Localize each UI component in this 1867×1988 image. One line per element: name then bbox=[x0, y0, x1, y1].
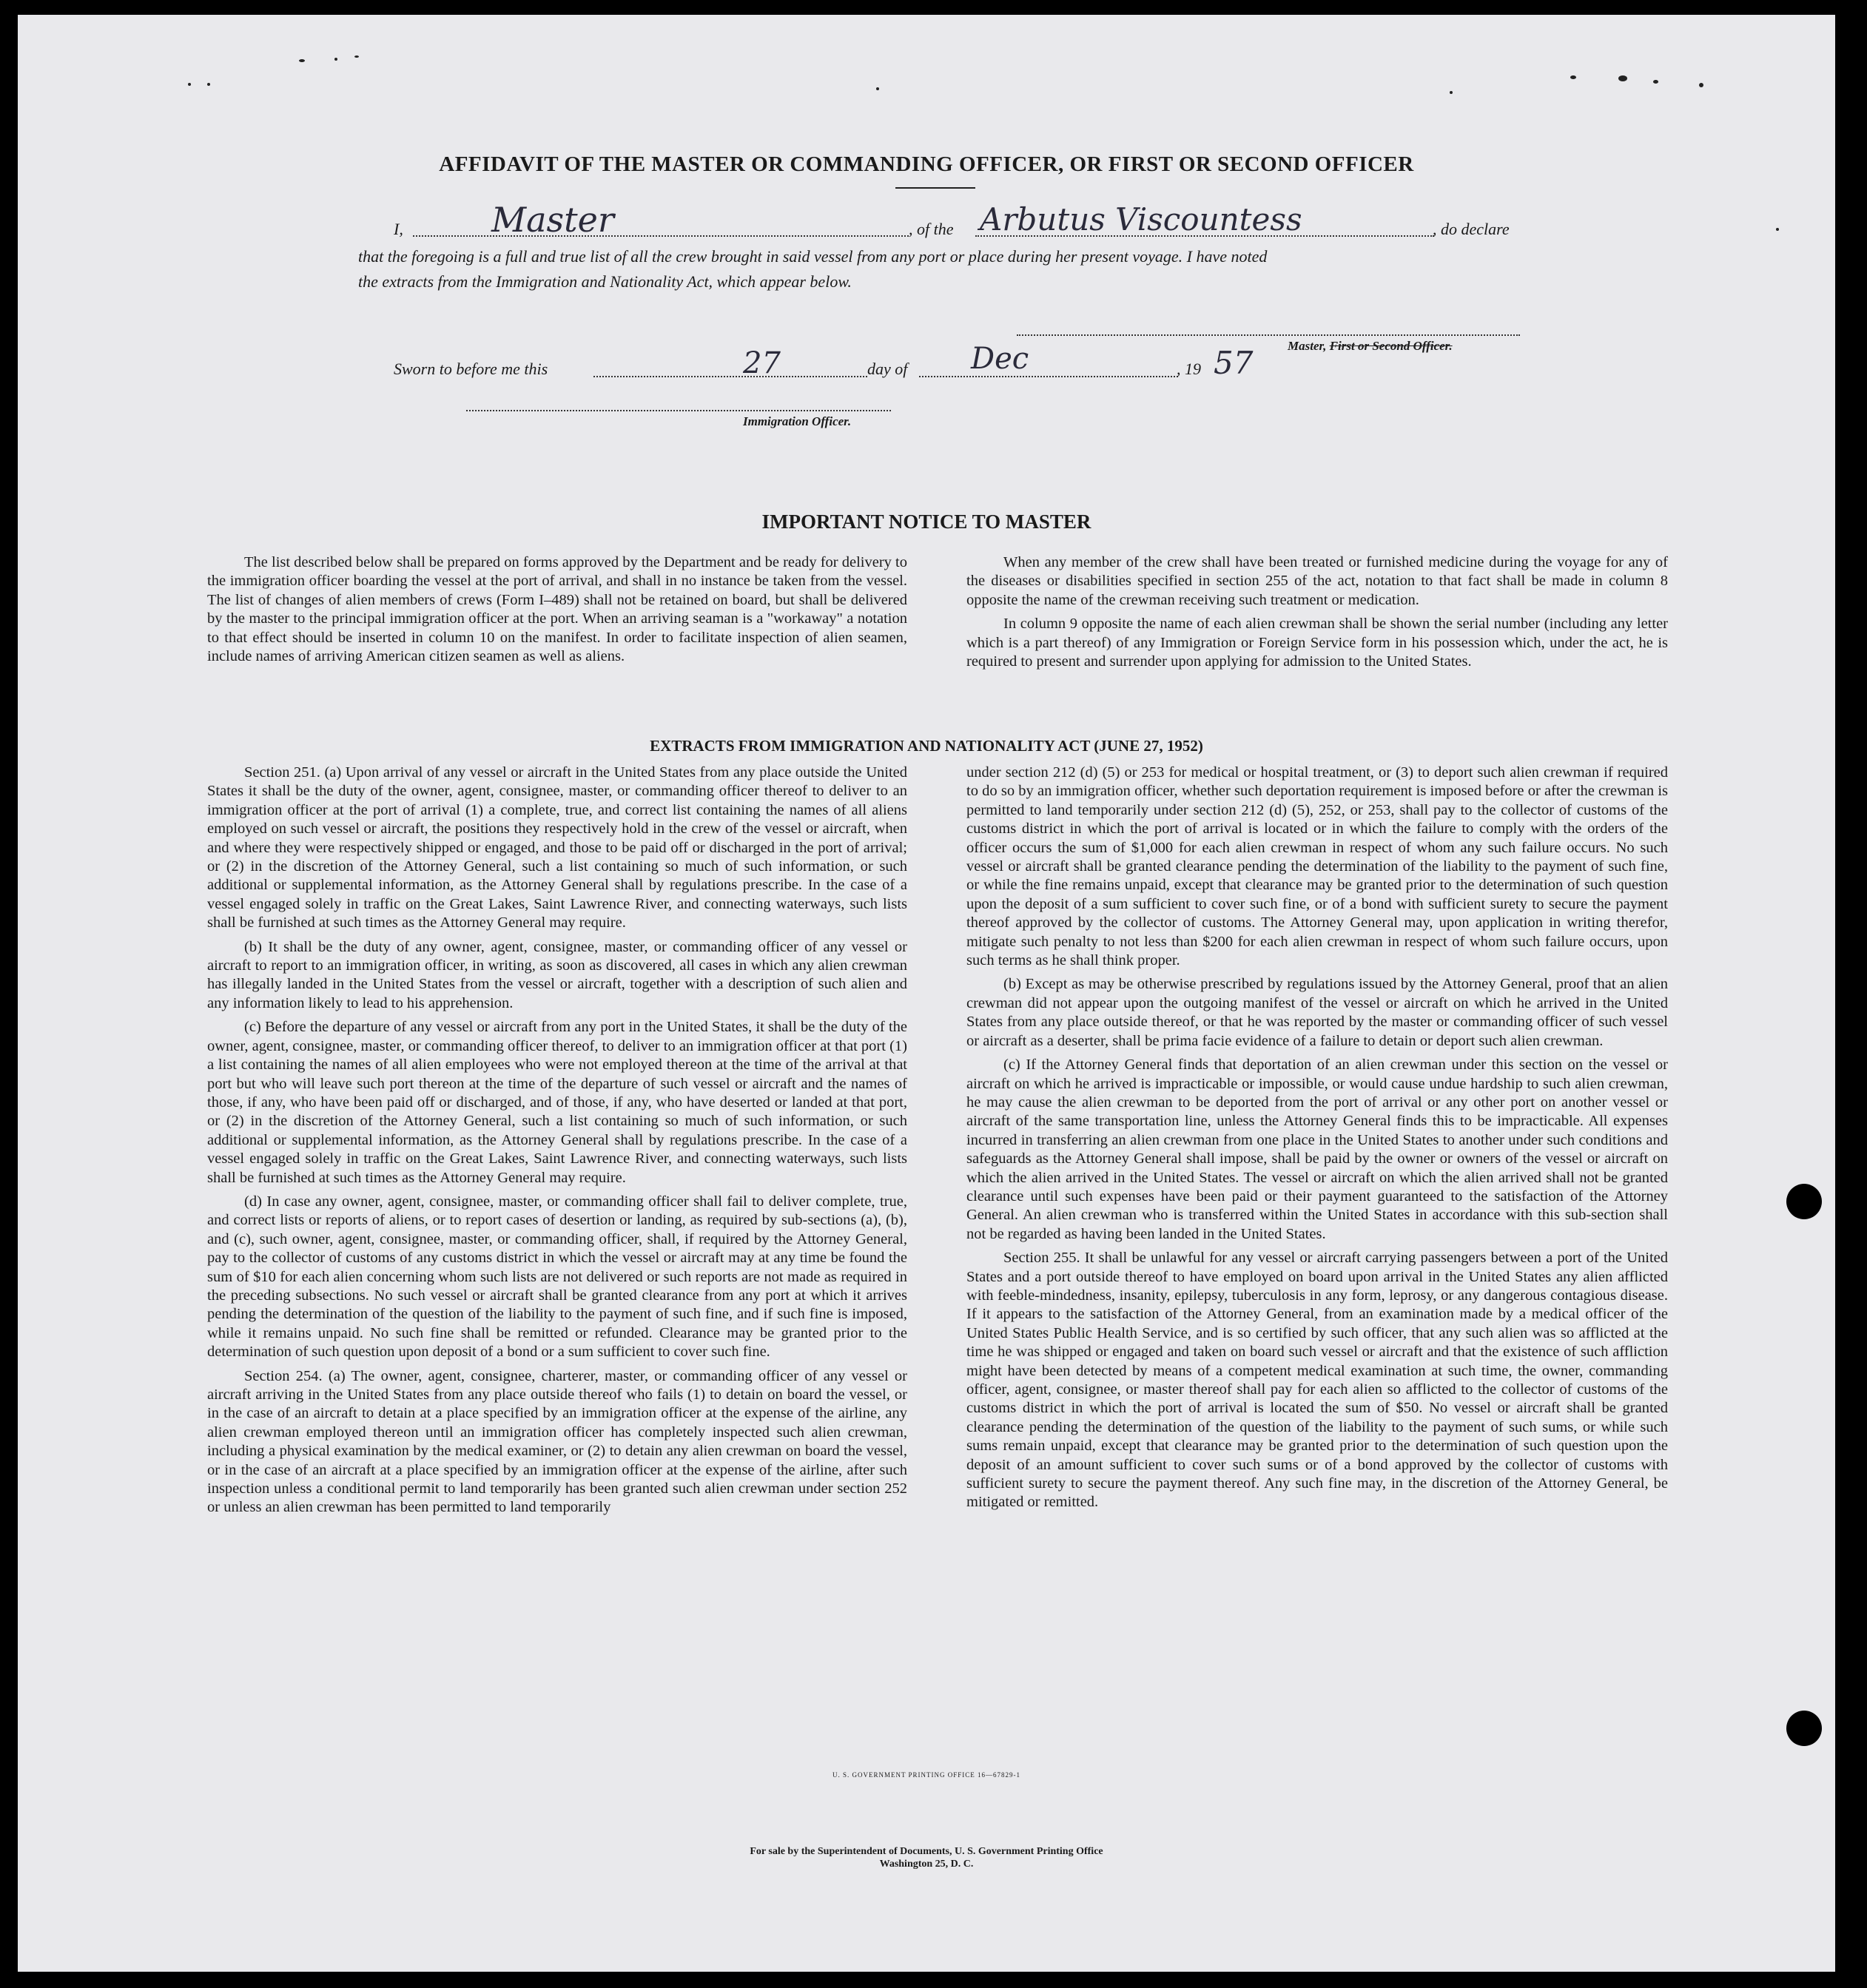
scan-speck bbox=[1653, 80, 1658, 84]
immigration-officer-caption: Immigration Officer. bbox=[743, 414, 852, 428]
act-paragraph: Section 255. It shall be unlawful for any vessel or aircraft carrying passengers between a port of the United States and a port outside thereof to have employed on board upon arrival in the United States any alien afflicted with feeble-mindedness, insanity, epilepsy, tuberculosis in any form, leprosy, or any dangerous contagious disease. If it appears to the satisfaction of the Attorney General, from an examination made by a medical officer of the United States Public Health Service, and is so certified by such officer, that any such alien was so afflicted at the time he was shipped or engaged and taken on board such vessel or aircraft and that the existence of such affliction might have been detected by means of a competent medical examination at such time, the owner, commanding officer, agent, consignee, or master thereof shall pay for each alien so afflicted to the collector of customs of the customs district in which the port of arrival is located the sum of $50. No vessel or aircraft shall be granted clearance pending the determination of the question of the liability to the payment of such sums, or while such sums remain unpaid, except that clearance may be granted prior to the determination of such question upon the deposit of an amount sufficient to cover such sums or of a bond approved by the collector of customs with sufficient surety to secure the payment thereof. Any such fine may, in the discretion of the Attorney General, be mitigated or remitted. bbox=[966, 1250, 1668, 1511]
immigration-officer-line bbox=[466, 410, 891, 411]
act-paragraph: (d) In case any owner, agent, consignee, master, or commanding officer shall fail to deliver complete, true, and correct lists or reports of aliens, or to report cases of desertion or landing, as required by sub-sections (a), (b), and (c), such owner, agent, consignee, master, or commanding officer, shall, if required by the Attorney General, pay to the collector of customs of any customs district in which the vessel or aircraft may at any time be found the sum of $10 for each alien concerning whom such lists are not delivered or such reports are not made as required in the preceding subsections. No such vessel or aircraft shall be granted clearance from any port at which it arrives pending the determination of the question of the liability to the payment of such fine, and if such fine is imposed, while it remains unpaid. No such fine shall be remitted or refunded. Clearance may be granted prior to the determination of such question upon deposit of a bond or a sum sufficient to cover such fine. bbox=[207, 1193, 907, 1361]
day-of-label: day of bbox=[867, 360, 908, 378]
sale-notice bbox=[18, 1845, 1835, 1870]
notice-left-column bbox=[207, 553, 907, 671]
extracts-title: EXTRACTS FROM IMMIGRATION AND NATIONALITY ACT (JUNE 27, 1952) bbox=[650, 737, 1203, 755]
of-the-label: , of the bbox=[909, 220, 954, 238]
act-paragraph: (b) It shall be the duty of any owner, agent, consignee, master, or commanding officer of any vessel or aircraft to report to an immigration officer, in writing, as soon as discovered, all cases in which any alien crewman has illegally landed in the United States from the vessel or aircraft, together with a description of such alien and any information likely to lead to his apprehension. bbox=[207, 938, 907, 1011]
act-paragraph: (c) Before the departure of any vessel or aircraft from any port in the United States, it shall be the duty of the owner, agent, consignee, master, or commanding officer thereof, to deliver to an immigration officer at that port (1) a list containing the names of all alien employees who were not employed thereon at the time of the arrival at that port but who will leave such port thereon at the time of the departure of such vessel or aircraft and the names of those, if any, who have been paid off or discharged, and of those, if any, who have deserted or landed at that port, or (2) in the discretion of the Attorney General, such a list containing so much of such information, or such additional or supplemental information, as the Attorney General shall by regulations prescribe. In the case of a vessel engaged solely in traffic on the Great Lakes, Saint Lawrence River, and connecting waterways, such lists shall be furnished at such times as the Attorney General may require. bbox=[207, 1019, 907, 1186]
gpo-imprint: U. S. GOVERNMENT PRINTING OFFICE 16—67829-1 bbox=[832, 1771, 1021, 1779]
struck-officer-caption: First or Second Officer. bbox=[1329, 339, 1453, 353]
i-label: I, bbox=[394, 220, 403, 238]
notice-paragraph: When any member of the crew shall have been treated or furnished medicine during the voyage for any of the diseases or disabilities specified in section 255 of the act, notation to that fact shall be made in column 8 opposite the name of the crewman receiving such treatment or medication. bbox=[966, 554, 1668, 608]
punch-hole bbox=[1786, 1184, 1822, 1219]
scan-speck bbox=[207, 83, 210, 86]
scan-speck bbox=[1450, 91, 1453, 94]
master-signature-line bbox=[1017, 334, 1520, 336]
act-paragraph: Section 251. (a) Upon arrival of any vessel or aircraft in the United States from any place outside the United States it shall be the duty of the owner, agent, consignee, master, or commanding officer thereof to deliver to an immigration officer at the port of arrival (1) a complete, true, and correct list containing the names of all aliens employed on such vessel or aircraft, the positions they respectively hold in the crew of the vessel or aircraft, when and where they were respectively shipped or engaged, and those to be paid off or discharged in the port of arrival; or (2) in the discretion of the Attorney General, such a list containing so much of such information, or such additional or supplemental information, as the Attorney General shall by regulations prescribe. In the case of a vessel engaged solely in traffic on the Great Lakes, Saint Lawrence River, and connecting waterways, such lists shall be furnished at such times as the Attorney General may require. bbox=[207, 764, 907, 931]
scan-speck bbox=[1776, 228, 1779, 231]
document-page bbox=[18, 15, 1835, 1972]
month-line bbox=[919, 376, 1178, 377]
extracts-right-column bbox=[966, 764, 1668, 1517]
scan-speck bbox=[1618, 75, 1627, 81]
scan-speck bbox=[299, 59, 305, 62]
scan-border-right bbox=[1835, 0, 1867, 1988]
master-signature-caption bbox=[1288, 339, 1453, 354]
scan-speck bbox=[1699, 83, 1703, 87]
notice-right-column bbox=[966, 553, 1668, 676]
affidavit-title: AFFIDAVIT OF THE MASTER OR COMMANDING OFFICER, OR FIRST OR SECOND OFFICER bbox=[439, 152, 1414, 176]
title-rule bbox=[895, 187, 975, 189]
do-declare-label: , do declare bbox=[1433, 220, 1510, 238]
notice-title: IMPORTANT NOTICE TO MASTER bbox=[761, 511, 1091, 533]
act-paragraph: Section 254. (a) The owner, agent, consignee, charterer, master, or commanding officer of any vessel or aircraft arriving in the United States from any place outside thereof who fails (1) to detain on board the vessel, or in the case of an aircraft to detain at a place specified by an immigration officer at the expense of the airline, any alien crewman employed thereon until an immigration officer has completely inspected such alien crewman, including a physical examination by the medical examiner, or (2) to detain any alien crewman on board the vessel, or in the case of an aircraft at a place specified by an immigration officer at the expense of the airline, after such inspection unless a conditional permit to land temporarily has been granted such alien crewman under section 252 or unless an alien crewman has been permitted to land temporarily bbox=[207, 1367, 907, 1516]
sale-line-2: Washington 25, D. C. bbox=[879, 1859, 974, 1870]
month-handwritten: Dec bbox=[971, 342, 1029, 376]
punch-hole bbox=[1786, 1711, 1822, 1746]
scan-speck bbox=[876, 87, 879, 90]
extracts-left-column bbox=[207, 764, 907, 1523]
year-prefix: , 19 bbox=[1177, 360, 1201, 378]
sale-line-1: For sale by the Superintendent of Documents, U. S. Government Printing Office bbox=[750, 1846, 1103, 1857]
notice-paragraph: The list described below shall be prepared on forms approved by the Department and be ready for delivery to the immigration officer boarding the vessel at the port of arrival, and shall in no instance be taken from the vessel. The list of changes of alien members of crews (Form I–489) shall not be retained on board, but shall be delivered by the master to the principal immigration officer at the port. When an arriving seaman is a "workaway" a notation to that effect should be inserted in column 10 on the manifest. In order to facilitate inspection of alien seamen, include names of arriving American citizen seamen as well as aliens. bbox=[207, 554, 907, 665]
act-paragraph: (b) Except as may be otherwise prescribed by regulations issued by the Attorney General, proof that an alien crewman did not appear upon the outgoing manifest of the vessel or aircraft on which he arrived in the United States from any place outside thereof, or that he was reported by the master or commanding officer of such vessel or aircraft as a deserter, shall be prima facie evidence of a failure to detain or deport such alien crewman. bbox=[966, 976, 1668, 1049]
scan-speck bbox=[334, 58, 337, 61]
declaration-text-1: that the foregoing is a full and true list of all the crew brought in said vessel from any port or place during her present voyage. I have noted bbox=[358, 247, 1268, 266]
act-paragraph: under section 212 (d) (5) or 253 for medical or hospital treatment, or (3) to deport such alien crewman if required to do so by an immigration officer, whether such deportation requirement is imposed before or after the crewman is permitted to land temporarily under section 212 (d) (5), 252, or 253, shall pay to the collector of customs of the customs district in which the port of arrival is located or in which the failure to comply with the orders of the officer occurs the sum of $1,000 for each alien crewman in respect of whom any such failure occurs. No such vessel or aircraft shall be granted clearance pending the determination of the liability to the payment of such fine, or while the fine remains unpaid, except that clearance may be granted prior to the determination of such question upon the deposit of a sum sufficient to cover such fine, or of a bond with sufficient surety to secure the payment thereof approved by the collector of customs. The Attorney General may, upon application in writing therefor, mitigate such penalty to not less than $200 for each alien crewman in respect of whom such failure occurs, upon such terms as he shall think proper. bbox=[966, 764, 1668, 969]
declarant-line bbox=[413, 235, 909, 237]
scan-speck bbox=[354, 55, 359, 58]
day-line bbox=[593, 376, 867, 377]
day-handwritten: 27 bbox=[743, 346, 781, 380]
scan-speck bbox=[1570, 75, 1576, 79]
year-handwritten: 57 bbox=[1214, 345, 1254, 381]
act-paragraph: (c) If the Attorney General finds that deportation of an alien crewman under this section on the vessel or aircraft on which he arrived is impracticable or impossible, or would cause undue hardship to such alien crewman, he may cause the alien crewman to be deported from the port of arrival or any other port on another vessel or aircraft of the same transportation line, unless the Attorney General finds this to be impracticable. All expenses incurred in transferring an alien crewman from one place in the United States to another under such conditions and safeguards as the Attorney General shall impose, shall be paid by the owner or owners of the vessel or aircraft on which the alien arrived in the United States. The vessel or aircraft on which the alien arrived shall not be granted clearance until such expenses have been paid or their payment guaranteed to the satisfaction of the Attorney General. An alien crewman who is transferred within the United States in accordance with this sub-section shall not be regarded as having been landed in the United States. bbox=[966, 1057, 1668, 1242]
vessel-handwritten: Arbutus Viscountess bbox=[980, 201, 1302, 237]
notice-paragraph: In column 9 opposite the name of each alien crewman shall be shown the serial number (including any letter which is a part thereof) of any Immigration or Foreign Service form in his possession which, under the act, he is required to present and surrender upon applying for admission to the United States. bbox=[966, 616, 1668, 670]
declaration-text-2: the extracts from the Immigration and Nationality Act, which appear below. bbox=[358, 272, 852, 291]
scan-speck bbox=[188, 83, 191, 86]
master-caption: Master, bbox=[1288, 339, 1330, 353]
declarant-handwritten: Master bbox=[491, 200, 614, 240]
sworn-label: Sworn to before me this bbox=[394, 360, 548, 378]
